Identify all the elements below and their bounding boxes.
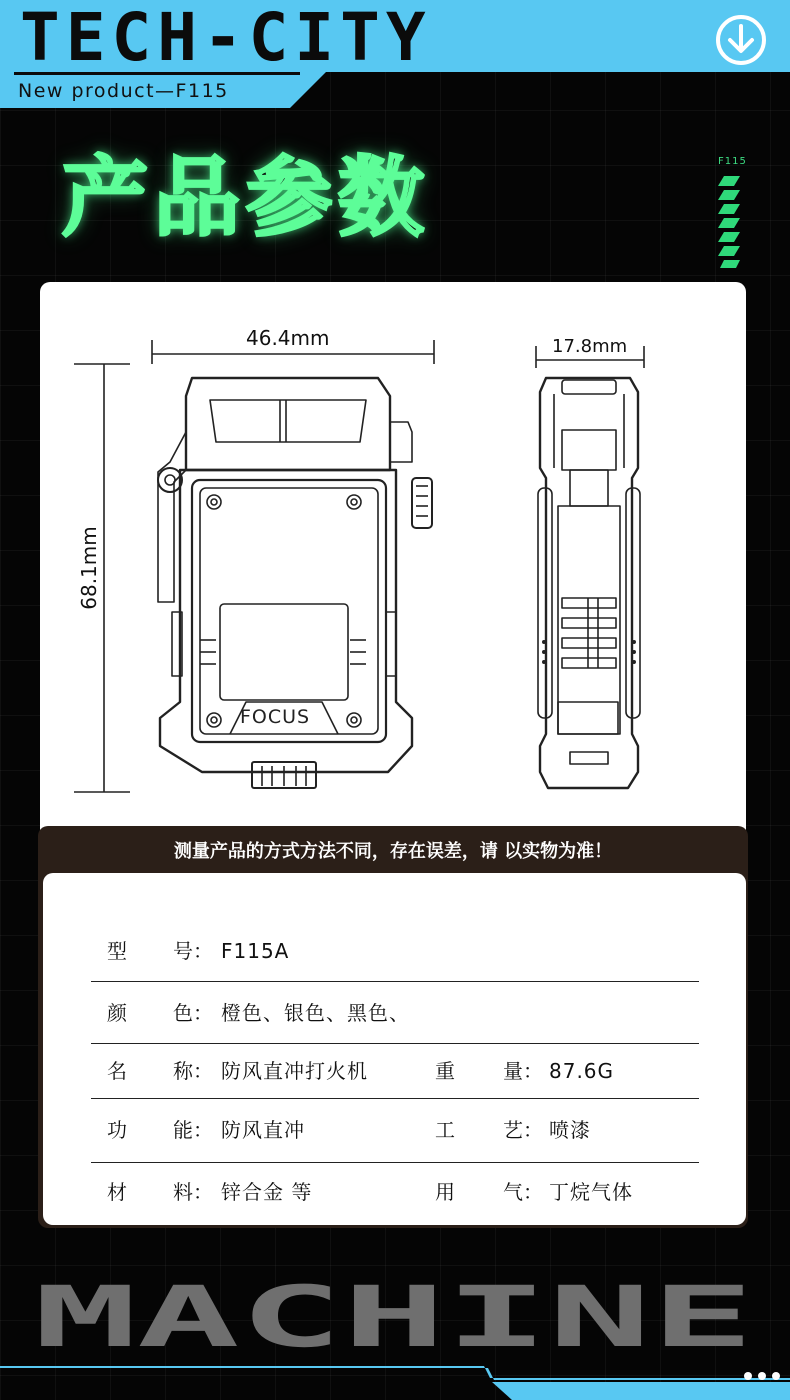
spec-value: 丁烷气体	[549, 1180, 633, 1204]
spec-value: 防风直冲	[221, 1118, 305, 1142]
spec-table	[43, 873, 746, 1225]
height-dimension: 68.1mm	[77, 526, 101, 610]
spec-value: 喷漆	[549, 1118, 591, 1142]
spec-row-model	[91, 921, 699, 982]
spec-label: 量：	[503, 1059, 543, 1083]
spec-value: 橙色、银色、黑色、	[221, 1001, 410, 1025]
more-dots-icon	[742, 1366, 782, 1386]
spec-value: 防风直冲打火机	[221, 1059, 368, 1083]
spec-row-name-weight	[91, 1041, 699, 1099]
depth-dimension: 17.8mm	[552, 336, 628, 357]
top-banner	[0, 0, 790, 108]
measurement-notice: 测量产品的方式方法不同，存在误差，请 以实物为准！	[38, 826, 748, 880]
focus-logo: FOCUS	[240, 706, 311, 728]
spec-label: 型	[107, 939, 127, 963]
side-code: F115	[718, 156, 747, 167]
dimension-card	[40, 282, 746, 842]
spec-label: 色：	[173, 1001, 213, 1025]
spec-row-color	[91, 983, 699, 1044]
spec-label: 材	[107, 1180, 127, 1204]
machine-word: MACHINE	[34, 1282, 754, 1354]
spec-value: F115A	[221, 939, 290, 963]
brand-title: TECH-CITY	[20, 6, 432, 70]
brand-divider	[14, 72, 300, 75]
spec-value: 锌合金 等	[221, 1180, 313, 1204]
spec-label: 工	[435, 1118, 455, 1142]
spec-value: 87.6G	[549, 1059, 615, 1083]
chevron-down-circle-icon[interactable]	[715, 14, 767, 66]
spec-label: 能：	[173, 1118, 213, 1142]
spec-label: 颜	[107, 1001, 127, 1025]
spec-row-function-craft	[91, 1100, 699, 1163]
width-dimension: 46.4mm	[246, 326, 330, 350]
spec-label: 气：	[503, 1180, 543, 1204]
page-title: 产品参数	[62, 148, 430, 248]
spec-label: 重	[435, 1059, 455, 1083]
machine-wordmark	[34, 1282, 756, 1354]
spec-label: 料：	[173, 1180, 213, 1204]
spec-label: 号：	[173, 939, 213, 963]
lighter-diagram	[40, 282, 746, 842]
spec-label: 用	[435, 1180, 455, 1204]
spec-label: 名	[107, 1059, 127, 1083]
footer-bar	[0, 1360, 790, 1400]
spec-row-material-gas	[91, 1162, 699, 1222]
stripes-decoration	[714, 176, 744, 268]
spec-label: 称：	[173, 1059, 213, 1083]
spec-label: 功	[107, 1118, 127, 1142]
spec-label: 艺：	[503, 1118, 543, 1142]
brand-subtitle: New product—F115	[18, 80, 229, 102]
